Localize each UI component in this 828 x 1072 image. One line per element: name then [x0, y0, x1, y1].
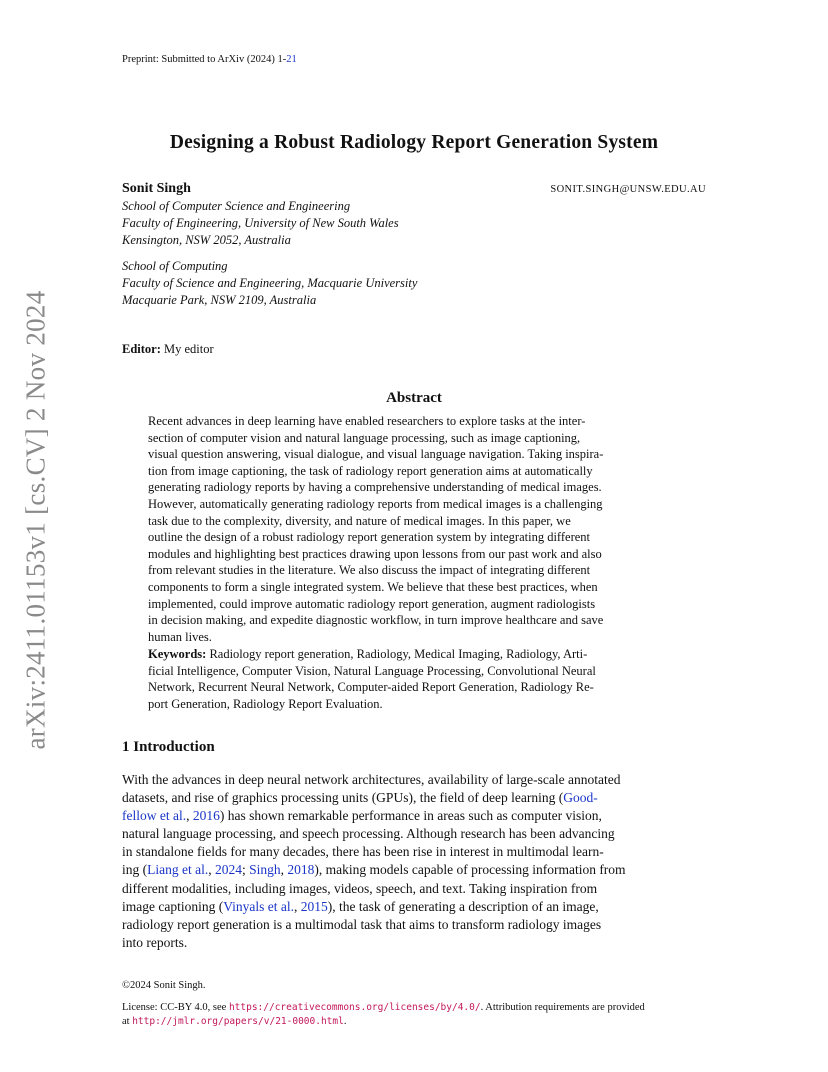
- body-line: radiology report generation is a multimodal task that aims to transform radiology images: [122, 916, 602, 932]
- preprint-header: [122, 54, 297, 65]
- keywords-line: [148, 646, 680, 663]
- body-text-run: ) has shown remarkable performance in areas such as computer vision,: [219, 808, 602, 824]
- affiliation-line: School of Computing: [122, 259, 228, 273]
- body-text-run: ,: [208, 862, 215, 878]
- citation-link[interactable]: 2018: [287, 862, 315, 878]
- copyright-notice: ©2024 Sonit Singh.: [122, 980, 206, 991]
- body-line: different modalities, including images, videos, speech, and text. Taking inspiration from: [122, 880, 598, 896]
- body-text-run: ), making models capable of processing information from: [314, 862, 626, 878]
- editor-line: [122, 342, 214, 357]
- citation-link[interactable]: fellow et al.: [122, 808, 187, 824]
- body-line: [122, 807, 708, 825]
- body-text-run: ,: [280, 862, 288, 878]
- editor-value: My editor: [164, 342, 214, 356]
- abstract-line: outline the design of a robust radiology report generation system by integrating different: [148, 530, 591, 545]
- keywords: [148, 646, 680, 712]
- keywords-line: ficial Intelligence, Computer Vision, Natural Language Processing, Convolutional Neural: [148, 663, 596, 678]
- author-email: SONIT.SINGH@UNSW.EDU.AU: [550, 184, 706, 195]
- license-text: at: [122, 1015, 133, 1027]
- affiliation-line: School of Computer Science and Engineering: [122, 199, 351, 213]
- affiliation-line: Faculty of Engineering, University of New South Wales: [122, 216, 399, 230]
- affiliation-line: Macquarie Park, NSW 2109, Australia: [122, 293, 317, 307]
- license-text: . Attribution requirements are provided: [480, 1002, 645, 1013]
- abstract-line: modules and highlighting best practices drawing upon lessons from our past work and also: [148, 546, 602, 561]
- introduction-body: [122, 771, 708, 952]
- body-text-run: ,: [294, 898, 301, 914]
- affiliation-1: [122, 198, 399, 249]
- abstract-line: components to form a single integrated system. We believe that these best practices, when: [148, 579, 598, 594]
- abstract-line: generating radiology reports by having a comprehensive understanding of medical images.: [148, 480, 602, 495]
- body-text-run: ing (: [122, 862, 148, 878]
- body-text-run: ;: [241, 862, 250, 878]
- keywords-label: Keywords:: [148, 647, 207, 661]
- license-text: License: CC-BY 4.0, see: [122, 1002, 229, 1013]
- affiliation-line: Faculty of Science and Engineering, Macquarie University: [122, 276, 418, 290]
- citation-link[interactable]: Liang et al.: [147, 862, 209, 878]
- citation-link[interactable]: Singh: [249, 862, 281, 878]
- keywords-line: Network, Recurrent Neural Network, Computer-aided Report Generation, Radiology Re-: [148, 680, 594, 695]
- body-line: into reports.: [122, 934, 188, 950]
- body-line: [122, 861, 708, 879]
- body-line: in standalone fields for many decades, there has been rise in interest in multimodal learn-: [122, 844, 604, 860]
- body-text-run: image captioning (: [122, 898, 224, 914]
- keywords-line: port Generation, Radiology Report Evaluation.: [148, 696, 383, 711]
- author-name: Sonit Singh: [122, 181, 191, 196]
- abstract-line: in decision making, and expedite diagnostic workflow, in turn improve healthcare and save: [148, 613, 604, 628]
- abstract-line: human lives.: [148, 629, 212, 644]
- body-line: [122, 898, 708, 916]
- body-line: natural language processing, and speech processing. Although research has been advancing: [122, 826, 615, 842]
- license-line: [122, 1015, 645, 1029]
- abstract-heading: Abstract: [386, 390, 442, 406]
- editor-label: Editor:: [122, 342, 161, 356]
- abstract-line: section of computer vision and natural language processing, such as image captioning,: [148, 430, 581, 445]
- abstract-body: [148, 413, 680, 645]
- citation-link[interactable]: 2015: [300, 898, 328, 914]
- license-line: [122, 1001, 645, 1015]
- license-url-link[interactable]: https://creativecommons.org/licenses/by/4.0/: [228, 1002, 481, 1013]
- license-notice: [122, 1001, 645, 1028]
- body-text-run: ,: [186, 808, 193, 824]
- abstract-line: visual question answering, visual dialogue, and visual language navigation. Taking inspira-: [148, 447, 604, 462]
- paper-title: Designing a Robust Radiology Report Generation System: [169, 132, 659, 153]
- abstract-line: tion from image captioning, the task of radiology report generation aims at automatically: [148, 463, 593, 478]
- body-text-run: ), the task of generating a description of an image,: [327, 898, 599, 914]
- keywords-text: Radiology report generation, Radiology, Medical Imaging, Radiology, Arti-: [209, 647, 588, 661]
- affiliation-line: Kensington, NSW 2052, Australia: [122, 233, 291, 247]
- jmlr-url-link[interactable]: http://jmlr.org/papers/v/21-0000.html: [132, 1015, 344, 1027]
- section-heading-introduction: 1 Introduction: [122, 739, 215, 755]
- abstract-line: However, automatically generating radiology reports from medical images is a challenging: [148, 496, 603, 511]
- citation-link[interactable]: Vinyals et al.: [223, 898, 295, 914]
- abstract-line: task due to the complexity, diversity, and nature of medical images. In this paper, we: [148, 513, 571, 528]
- preprint-text: Preprint: Submitted to ArXiv (2024) 1-: [122, 54, 287, 65]
- license-text: .: [343, 1015, 347, 1027]
- citation-link[interactable]: 2016: [192, 808, 220, 824]
- citation-link[interactable]: 2024: [214, 862, 242, 878]
- body-text-run: datasets, and rise of graphics processing units (GPUs), the field of deep learning (: [122, 790, 564, 806]
- body-line: [122, 789, 708, 807]
- citation-link[interactable]: Good-: [563, 790, 598, 806]
- body-line: With the advances in deep neural network architectures, availability of large-scale annotated: [122, 772, 621, 787]
- affiliation-2: [122, 258, 417, 309]
- abstract-line: implemented, could improve automatic radiology report generation, augment radiologists: [148, 596, 596, 611]
- preprint-page-link[interactable]: 21: [286, 54, 297, 65]
- arxiv-side-stamp: arXiv:2411.01153v1 [cs.CV] 2 Nov 2024: [20, 290, 51, 750]
- abstract-line: from relevant studies in the literature. We also discuss the impact of integrating different: [148, 563, 591, 578]
- abstract-line: Recent advances in deep learning have enabled researchers to explore tasks at the inter-: [148, 414, 586, 428]
